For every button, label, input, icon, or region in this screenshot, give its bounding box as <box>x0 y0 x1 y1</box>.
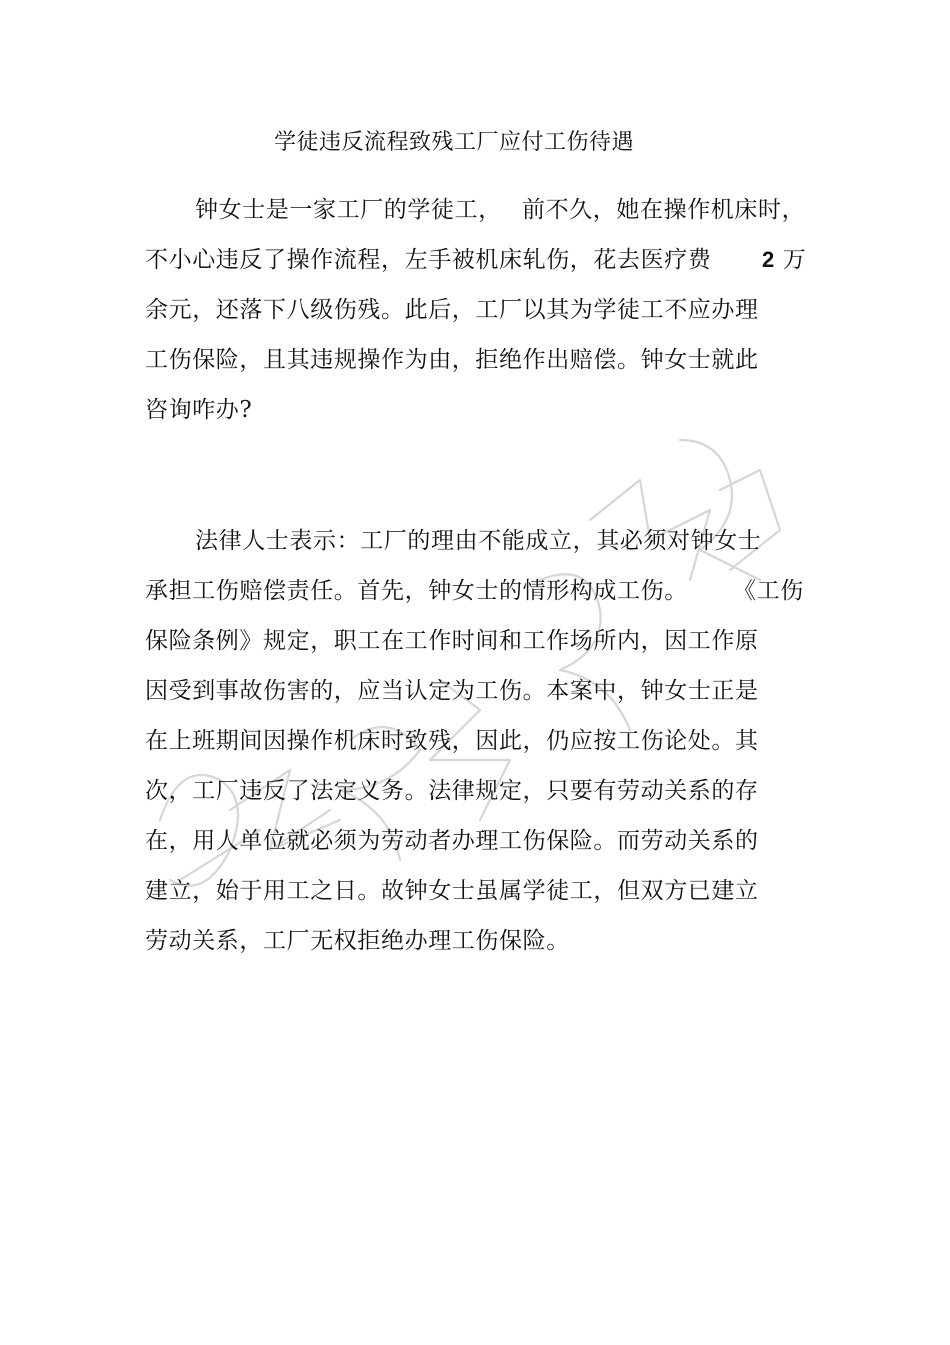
paragraph-2-line-6: 次，工厂违反了法定义务。法律规定，只要有劳动关系的存 <box>145 778 759 804</box>
paragraph-2-line-4: 因受到事故伤害的，应当认定为工伤。本案中，钟女士正是 <box>145 678 759 704</box>
paragraph-2-line-8: 建立，始于用工之日。故钟女士虽属学徒工，但双方已建立 <box>145 878 759 904</box>
text-segment: 钟女士是一家工厂的学徒工， <box>195 197 502 223</box>
paragraph-2-line-5: 在上班期间因操作机床时致残，因此，仍应按工伤论处。其 <box>145 728 759 754</box>
paragraph-2-line-2-cont <box>733 574 804 608</box>
paragraph-1-line-1 <box>195 193 502 227</box>
document-title: 学徒违反流程致残工厂应付工伤待遇 <box>274 130 635 155</box>
text-segment: 《工伤 <box>733 578 804 604</box>
text-segment: 万 <box>782 247 807 273</box>
text-segment: 承担工伤赔偿责任。首先，钟女士的情形构成工伤。 <box>145 578 688 604</box>
paragraph-2-line-3: 保险条例》规定，职工在工作时间和工作场所内，因工作原 <box>145 628 759 654</box>
paragraph-1-line-5: 咨询咋办? <box>145 397 253 423</box>
text-segment: 前不久，她在操作机床时， <box>522 197 806 223</box>
paragraph-2-line-1: 法律人士表示：工厂的理由不能成立，其必须对钟女士 <box>195 528 762 554</box>
paragraph-2-line-7: 在，用人单位就必须为劳动者办理工伤保险。而劳动关系的 <box>145 828 759 854</box>
paragraph-1-line-1-cont <box>522 193 805 227</box>
paragraph-2-line-2 <box>145 574 688 608</box>
text-segment: 不小心违反了操作流程，左手被机床轧伤，花去医疗费 <box>145 247 712 273</box>
paragraph-1-line-2 <box>145 243 711 277</box>
paragraph-1-line-4: 工伤保险，且其违规操作为由，拒绝作出赔偿。钟女士就此 <box>145 347 759 373</box>
amount-number: 2 <box>762 247 775 272</box>
paragraph-1-line-3: 余元，还落下八级伤残。此后，工厂以其为学徒工不应办理 <box>145 297 759 323</box>
paragraph-1-line-2-amount <box>762 243 806 277</box>
paragraph-2-line-9: 劳动关系，工厂无权拒绝办理工伤保险。 <box>145 928 570 954</box>
